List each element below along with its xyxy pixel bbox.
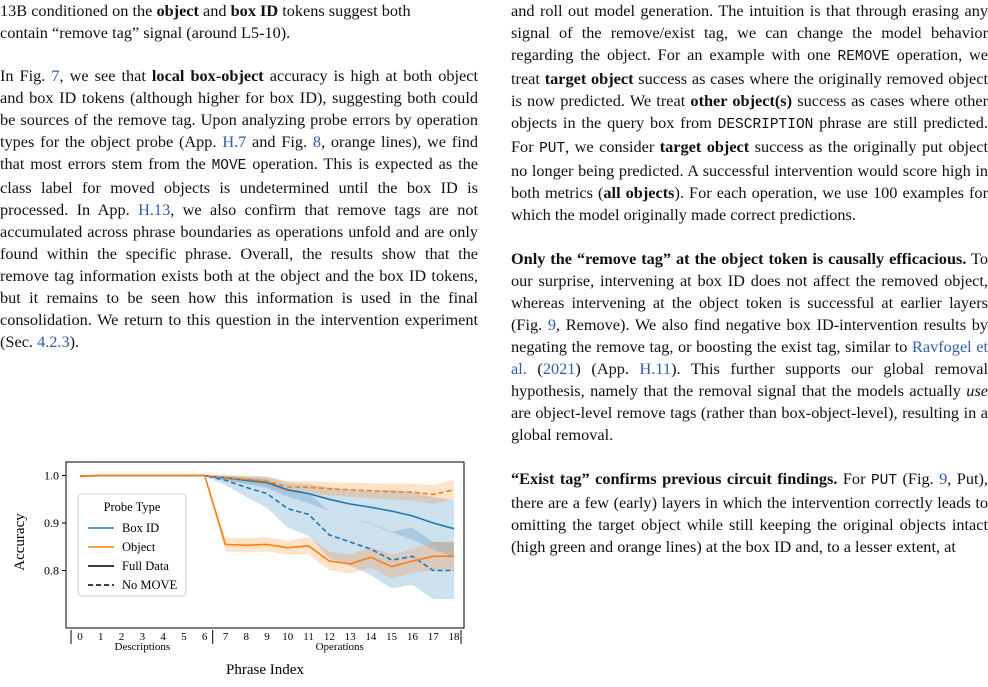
text-run-bold: local box-object (151, 66, 264, 85)
legend-label: Full Data (122, 559, 169, 573)
reference-link[interactable]: Ravfogel et al. (511, 337, 988, 378)
y-tick-label: 0.8 (44, 563, 59, 578)
text-run: In Fig. (0, 66, 52, 85)
text-run: , we also confirm that remove tags are not accumulated across phrase boundaries as operations unfold and are only found within the specific phrase. Overall, the results show that the remove tag information exists both at the object and the box ID tokens, but it remains to be seen how this information is used in the final consolidation. We return to this question in the intervention experiment (Sec. (0, 200, 479, 351)
x-tick-label: 3 (139, 631, 146, 643)
x-tick-label: 16 (406, 631, 418, 643)
code-term: PUT (870, 473, 898, 489)
text-run: , we consider (565, 137, 660, 156)
right-paragraph-2 (511, 248, 988, 446)
text-run: (Fig. (897, 469, 940, 488)
chart-svg (0, 450, 478, 687)
reference-link[interactable]: H.11 (639, 359, 672, 378)
x-tick-label: 1 (98, 631, 104, 643)
text-run: phrase are still predicted. For (511, 113, 988, 156)
text-run: ( (526, 359, 543, 378)
text-run-bold: target object (544, 69, 634, 88)
text-run: , Remove). We also find negative box ID-intervention results by negating the remove tag, or boosting the exist tag, similar to (511, 315, 988, 356)
y-tick-label: 0.9 (44, 516, 59, 530)
x-tick-label: 6 (201, 631, 208, 643)
right-paragraph-1 (511, 0, 988, 226)
text-run-bold: other object(s) (690, 91, 793, 110)
text-run: and (198, 1, 231, 20)
right-paragraph-3 (511, 468, 988, 558)
x-tick-label: 18 (448, 631, 460, 643)
right-column (511, 0, 988, 558)
text-run: are object-level remove tags (rather than box-object-level), resulting in a global removal. (511, 403, 988, 444)
x-axis-label: Phrase Index (226, 662, 304, 678)
reference-link[interactable]: 9 (547, 315, 557, 334)
x-tick-label: 15 (386, 631, 398, 643)
x-tick-label: 10 (282, 631, 294, 643)
text-run: For (837, 469, 871, 488)
x-tick-label: 5 (181, 631, 187, 643)
text-run: success as cases where the originally removed object is now predicted. We treat (511, 69, 988, 110)
reference-link[interactable]: H.7 (222, 132, 247, 151)
x-group-label: Operations (315, 641, 364, 653)
reference-link[interactable]: 7 (51, 66, 60, 85)
x-tick-label: 11 (303, 631, 314, 643)
text-run: , Put), there are a few (early) layers in which the intervention correctly leads to omitting the target object while still keeping the original objects intact (high green and orange lines) at the box ID and, to a lesser extent, at (511, 469, 988, 556)
x-tick-label: 14 (365, 631, 377, 643)
text-run-bold: all objects (603, 183, 675, 202)
text-run: operation. This is expected as the class label for moved objects is undetermined until the box ID is processed. In App. (0, 154, 478, 219)
text-run: and Fig. (246, 132, 313, 151)
x-tick-label: 13 (344, 631, 356, 643)
left-top-line-1 (0, 0, 478, 22)
code-term: PUT (539, 141, 566, 157)
text-run: accuracy is high at both object and box ID tokens (although higher for box ID), suggesting both could be sources of the remove tag. Upon analyzing probe errors by operation types for the object probe (App. (0, 66, 478, 151)
y-tick-label: 1.0 (44, 468, 59, 483)
reference-link[interactable]: H.13 (138, 200, 171, 219)
legend-label: Object (122, 540, 156, 554)
text-run: ). This further supports our global removal hypothesis, namely that the removal signal that the models actually (511, 359, 988, 400)
text-run: tokens suggest both (278, 1, 411, 20)
text-run-bold: box ID (230, 1, 279, 20)
text-run-bold: Only the “remove tag” at the object token is causally efficacious. (511, 249, 967, 268)
text-run-bold: “Exist tag” confirms previous circuit findings. (511, 469, 838, 488)
text-run: 13B conditioned on the (0, 1, 157, 20)
text-run: , orange lines), we find that most errors stem from the (0, 132, 478, 173)
text-run-italic: use (966, 381, 988, 400)
text-run: ). For each operation, we use 100 examples for which the model originally made correct predictions. (511, 183, 988, 224)
code-term: REMOVE (837, 49, 890, 65)
x-tick-label: 7 (222, 631, 229, 643)
code-term: DESCRIPTION (717, 117, 814, 133)
text-run: ). (69, 332, 80, 351)
reference-link[interactable]: 8 (312, 132, 322, 151)
x-tick-label: 4 (160, 631, 166, 643)
text-run: success as the originally put object no longer being predicted. A successful intervention would score high in both metrics ( (511, 137, 988, 202)
x-group-label: Descriptions (114, 641, 171, 653)
reference-link[interactable]: 4.2.3 (37, 332, 70, 351)
x-tick-label: 17 (427, 631, 439, 643)
y-axis-label: Accuracy (12, 513, 28, 571)
text-run: ) (App. (575, 359, 640, 378)
text-run-bold: target object (659, 137, 750, 156)
figure-accuracy-chart (0, 450, 478, 687)
legend-label: No MOVE (122, 578, 178, 592)
reference-link[interactable]: 9 (939, 469, 948, 488)
text-run: To our surprise, intervening at box ID does not affect the removed object, whereas intervening at the object token is successful at earlier layers (Fig. (511, 249, 988, 334)
text-run: , we see that (59, 66, 152, 85)
x-tick-label: 12 (323, 631, 335, 643)
code-term: MOVE (211, 158, 247, 174)
text-run: and roll out model generation. The intuition is that through erasing any signal of the remove/exist tag, we can change the model behavior regarding the object. For an example with one (511, 1, 988, 64)
left-column (0, 0, 478, 353)
x-tick-label: 2 (118, 631, 125, 643)
left-paragraph (0, 65, 478, 353)
legend-title: Probe Type (103, 500, 161, 514)
x-tick-label: 0 (77, 631, 83, 643)
x-tick-label: 8 (243, 631, 249, 643)
x-tick-label: 9 (264, 631, 270, 643)
reference-link[interactable]: 2021 (542, 359, 576, 378)
text-run: success as cases where other objects in the query box from (511, 91, 988, 132)
legend-label: Box ID (122, 521, 160, 535)
left-top-line-2: contain “remove tag” signal (around L5-10). (0, 23, 291, 42)
text-run-bold: object (156, 1, 199, 20)
text-run: operation, we treat (511, 45, 988, 88)
